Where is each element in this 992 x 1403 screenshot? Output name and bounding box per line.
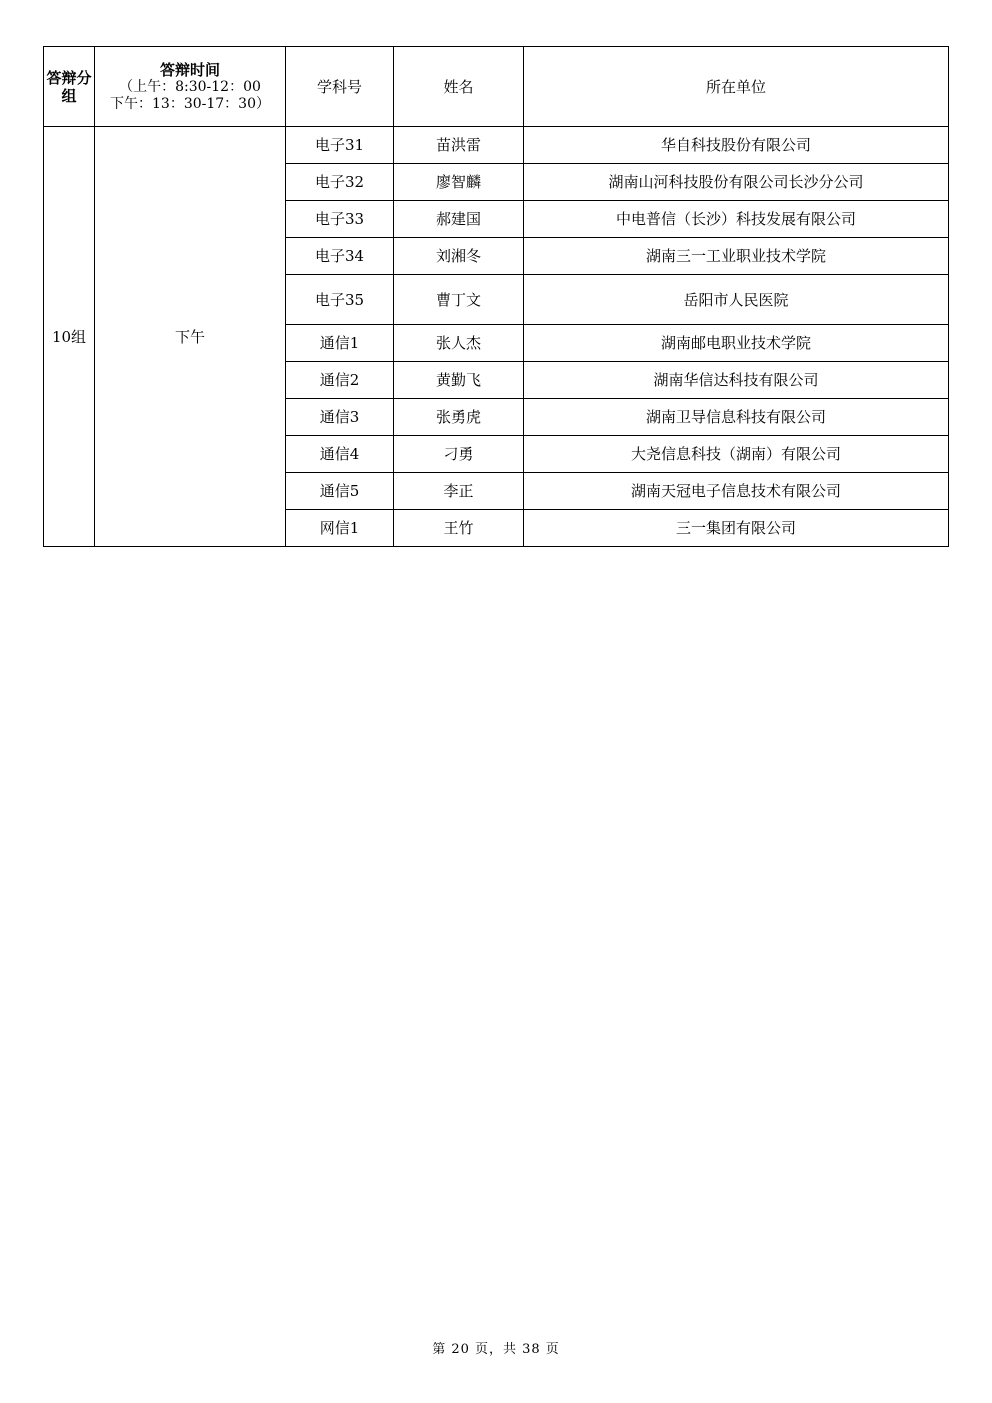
table-header-row: [44, 47, 949, 127]
name-cell: 张勇虎: [394, 399, 524, 436]
header-time-title: 答辩时间: [159, 60, 220, 79]
header-time: [95, 47, 286, 127]
header-time-morning: （上午：8:30-12：00: [119, 78, 261, 95]
subject-cell: 电子35: [286, 275, 394, 325]
name-cell: 王竹: [394, 510, 524, 547]
subject-cell: 通信2: [286, 362, 394, 399]
name-cell: 刘湘冬: [394, 238, 524, 275]
header-subject-no: 学科号: [286, 47, 394, 127]
page-footer: 第 20 页，共 38 页: [432, 1342, 560, 1357]
unit-cell: 岳阳市人民医院: [524, 275, 949, 325]
subject-cell: 通信5: [286, 473, 394, 510]
header-group: 答辩分组: [44, 47, 95, 127]
subject-cell: 电子33: [286, 201, 394, 238]
name-cell: 张人杰: [394, 325, 524, 362]
header-name: 姓名: [394, 47, 524, 127]
name-cell: 曹丁文: [394, 275, 524, 325]
subject-cell: 通信3: [286, 399, 394, 436]
unit-cell: 三一集团有限公司: [524, 510, 949, 547]
time-cell: 下午: [95, 127, 286, 547]
defense-schedule-table: [43, 46, 949, 547]
unit-cell: 湖南卫导信息科技有限公司: [524, 399, 949, 436]
unit-cell: 湖南华信达科技有限公司: [524, 362, 949, 399]
unit-cell: 华自科技股份有限公司: [524, 127, 949, 164]
name-cell: 刁勇: [394, 436, 524, 473]
subject-cell: 电子31: [286, 127, 394, 164]
header-unit: 所在单位: [524, 47, 949, 127]
header-time-afternoon: 下午：13：30-17：30）: [110, 95, 270, 112]
name-cell: 黄勤飞: [394, 362, 524, 399]
name-cell: 郝建国: [394, 201, 524, 238]
name-cell: 李正: [394, 473, 524, 510]
name-cell: 苗洪雷: [394, 127, 524, 164]
subject-cell: 网信1: [286, 510, 394, 547]
name-cell: 廖智麟: [394, 164, 524, 201]
table-row: [44, 127, 949, 164]
unit-cell: 湖南邮电职业技术学院: [524, 325, 949, 362]
unit-cell: 湖南山河科技股份有限公司长沙分公司: [524, 164, 949, 201]
unit-cell: 大尧信息科技（湖南）有限公司: [524, 436, 949, 473]
subject-cell: 通信1: [286, 325, 394, 362]
subject-cell: 电子32: [286, 164, 394, 201]
unit-cell: 湖南天冠电子信息技术有限公司: [524, 473, 949, 510]
subject-cell: 电子34: [286, 238, 394, 275]
group-cell: 10组: [44, 127, 95, 547]
unit-cell: 湖南三一工业职业技术学院: [524, 238, 949, 275]
subject-cell: 通信4: [286, 436, 394, 473]
unit-cell: 中电普信（长沙）科技发展有限公司: [524, 201, 949, 238]
